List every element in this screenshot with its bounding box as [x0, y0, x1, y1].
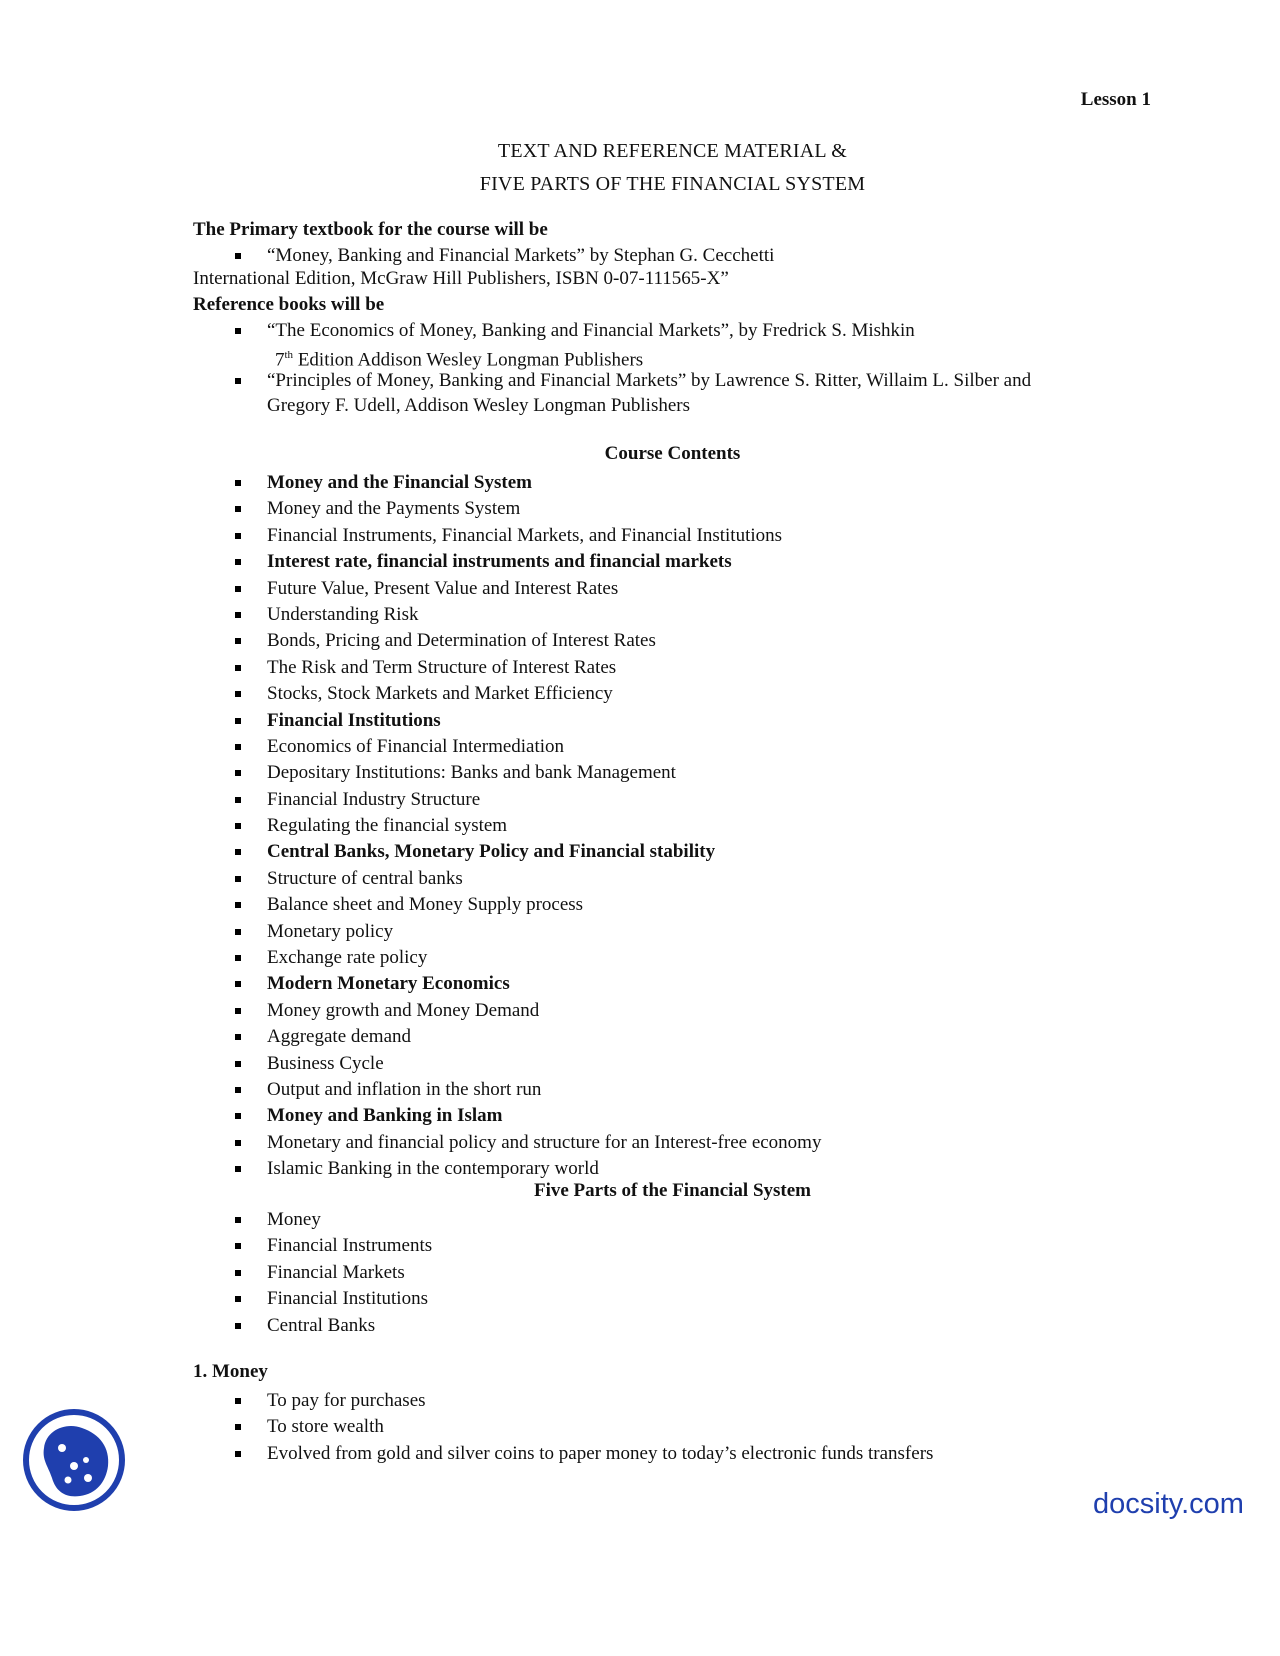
bullet-icon — [235, 378, 241, 384]
bullet-icon — [235, 718, 241, 724]
bullet-icon — [235, 1113, 241, 1119]
list-item — [0, 1260, 432, 1286]
list-item — [0, 1233, 432, 1259]
bullet-icon — [235, 849, 241, 855]
bullet-icon — [235, 506, 241, 512]
title-line-1: TEXT AND REFERENCE MATERIAL & — [497, 140, 848, 162]
bullet-icon — [235, 770, 241, 776]
list-item-text: Bonds, Pricing and Determination of Interest Rates — [267, 630, 656, 652]
list-item — [0, 576, 821, 602]
bullet-icon — [235, 823, 241, 829]
list-item-text: Money and Banking in Islam — [267, 1105, 503, 1127]
list-item-text: Central Banks, Monetary Policy and Financial stability — [267, 841, 716, 863]
money-list — [0, 1388, 933, 1467]
list-item — [0, 813, 821, 839]
list-item — [0, 549, 821, 575]
list-item-text: Structure of central banks — [267, 867, 463, 889]
list-item-text: The Risk and Term Structure of Interest Rates — [267, 656, 617, 678]
bullet-icon — [235, 902, 241, 908]
edition-number: 7 — [275, 349, 285, 371]
edition-rest: Edition Addison Wesley Longman Publishers — [293, 349, 644, 371]
list-item-text: Stocks, Stock Markets and Market Efficiency — [267, 683, 613, 705]
list-item-text: Money and the Financial System — [267, 472, 532, 493]
list-item — [0, 945, 821, 971]
list-item — [0, 1207, 432, 1233]
references-heading: Reference books will be — [193, 294, 385, 315]
bullet-icon — [235, 480, 241, 486]
bullet-icon — [235, 1008, 241, 1014]
bullet-icon — [235, 1034, 241, 1040]
bullet-icon — [235, 744, 241, 750]
reference-item-2-line1: “Principles of Money, Banking and Financial Markets” by Lawrence S. Ritter, Willaim L. Silber and — [267, 370, 1032, 391]
bullet-icon — [235, 981, 241, 987]
lesson-label: Lesson 1 — [1080, 89, 1151, 110]
list-item — [0, 1024, 821, 1050]
bullet-icon — [235, 691, 241, 697]
list-item-text: Business Cycle — [267, 1052, 384, 1074]
list-item-text: Financial Industry Structure — [267, 788, 481, 810]
list-item — [0, 998, 821, 1024]
list-item — [0, 470, 821, 496]
money-heading: 1. Money — [193, 1361, 268, 1382]
list-item — [0, 708, 821, 734]
bullet-icon — [235, 533, 241, 539]
list-item-text: To pay for purchases — [267, 1390, 426, 1411]
bullet-icon — [235, 559, 241, 565]
textbook-heading: The Primary textbook for the course will be — [193, 219, 548, 240]
list-item-text: Money growth and Money Demand — [267, 999, 540, 1021]
title-line-2: FIVE PARTS OF THE FINANCIAL SYSTEM — [479, 173, 866, 195]
bullet-icon — [235, 1270, 241, 1276]
bullet-icon — [235, 1323, 241, 1329]
list-item — [0, 523, 821, 549]
bullet-icon — [235, 797, 241, 803]
list-item — [0, 866, 821, 892]
reference-item-1-line1: “The Economics of Money, Banking and Financial Markets”, by Fredrick S. Mishkin — [267, 320, 915, 341]
textbook-item-line1: “Money, Banking and Financial Markets” by Stephan G. Cecchetti — [267, 245, 775, 266]
list-item — [0, 655, 821, 681]
bullet-icon — [235, 1140, 241, 1146]
docsity-brand[interactable]: docsity.com — [1093, 1488, 1244, 1520]
list-item-text: Financial Institutions — [267, 1288, 428, 1310]
reference-item-2-line2: Gregory F. Udell, Addison Wesley Longman Publishers — [267, 395, 691, 416]
list-item — [0, 1130, 821, 1156]
list-item — [0, 760, 821, 786]
list-item — [0, 919, 821, 945]
list-item-text: Interest rate, financial instruments and financial markets — [267, 551, 732, 573]
list-item — [0, 1077, 821, 1103]
list-item-text: Economics of Financial Intermediation — [267, 735, 565, 757]
list-item-text: Output and inflation in the short run — [267, 1078, 542, 1100]
five-parts-heading: Five Parts of the Financial System — [533, 1180, 812, 1201]
list-item-text: Regulating the financial system — [267, 815, 508, 837]
list-item — [0, 839, 821, 865]
course-contents-heading: Course Contents — [604, 443, 741, 464]
list-item-text: Evolved from gold and silver coins to paper money to today’s electronic funds transfers — [267, 1442, 934, 1464]
list-item-text: Monetary and financial policy and structure for an Interest-free economy — [267, 1131, 822, 1153]
list-item-text: Financial Markets — [267, 1261, 405, 1283]
list-item — [0, 971, 821, 997]
list-item — [0, 628, 821, 654]
list-item — [0, 1103, 821, 1129]
bullet-icon — [235, 1243, 241, 1249]
bullet-icon — [235, 612, 241, 618]
list-item — [0, 1156, 821, 1182]
bullet-icon — [235, 1398, 241, 1404]
bullet-icon — [235, 328, 241, 334]
list-item-text: Money — [267, 1209, 321, 1230]
bullet-icon — [235, 253, 241, 259]
bullet-icon — [235, 876, 241, 882]
list-item — [0, 1388, 933, 1414]
docsity-logo-icon — [22, 1408, 126, 1512]
bullet-icon — [235, 1296, 241, 1302]
list-item-text: Central Banks — [267, 1314, 376, 1336]
list-item-text: To store wealth — [267, 1416, 384, 1438]
bullet-icon — [235, 929, 241, 935]
bullet-icon — [235, 1451, 241, 1457]
bullet-icon — [235, 1217, 241, 1223]
list-item-text: Aggregate demand — [267, 1026, 412, 1048]
list-item-text: Islamic Banking in the contemporary world — [267, 1158, 599, 1180]
list-item-text: Balance sheet and Money Supply process — [267, 894, 584, 916]
list-item-text: Exchange rate policy — [267, 947, 428, 969]
list-item-text: Financial Institutions — [267, 709, 441, 731]
list-item-text: Financial Instruments — [267, 1235, 433, 1257]
list-item-text: Modern Monetary Economics — [267, 973, 510, 995]
list-item-text: Financial Instruments, Financial Markets, and Financial Institutions — [267, 524, 783, 546]
bullet-icon — [235, 1061, 241, 1067]
bullet-icon — [235, 1424, 241, 1430]
list-item-text: Monetary policy — [267, 920, 394, 942]
list-item — [0, 1286, 432, 1312]
textbook-item-line2: International Edition, McGraw Hill Publishers, ISBN 0-07-111565-X” — [193, 268, 729, 289]
bullet-icon — [235, 586, 241, 592]
list-item — [0, 1313, 432, 1339]
list-item — [0, 1051, 821, 1077]
bullet-icon — [235, 1166, 241, 1172]
list-item-text: Future Value, Present Value and Interest Rates — [267, 577, 619, 599]
list-item — [0, 1414, 933, 1440]
bullet-icon — [235, 638, 241, 644]
bullet-icon — [235, 1087, 241, 1093]
five-parts-list — [0, 1207, 432, 1339]
list-item — [0, 496, 821, 522]
list-item-text: Depositary Institutions: Banks and bank Management — [267, 762, 676, 784]
bullet-icon — [235, 955, 241, 961]
list-item-text: Money and the Payments System — [267, 498, 521, 520]
list-item — [0, 1441, 933, 1467]
list-item-text: Understanding Risk — [267, 603, 419, 625]
list-item — [0, 787, 821, 813]
list-item — [0, 602, 821, 628]
bullet-icon — [235, 665, 241, 671]
list-item — [0, 892, 821, 918]
course-contents-list — [0, 470, 821, 1183]
list-item — [0, 734, 821, 760]
list-item — [0, 681, 821, 707]
edition-suffix: th — [284, 349, 294, 361]
